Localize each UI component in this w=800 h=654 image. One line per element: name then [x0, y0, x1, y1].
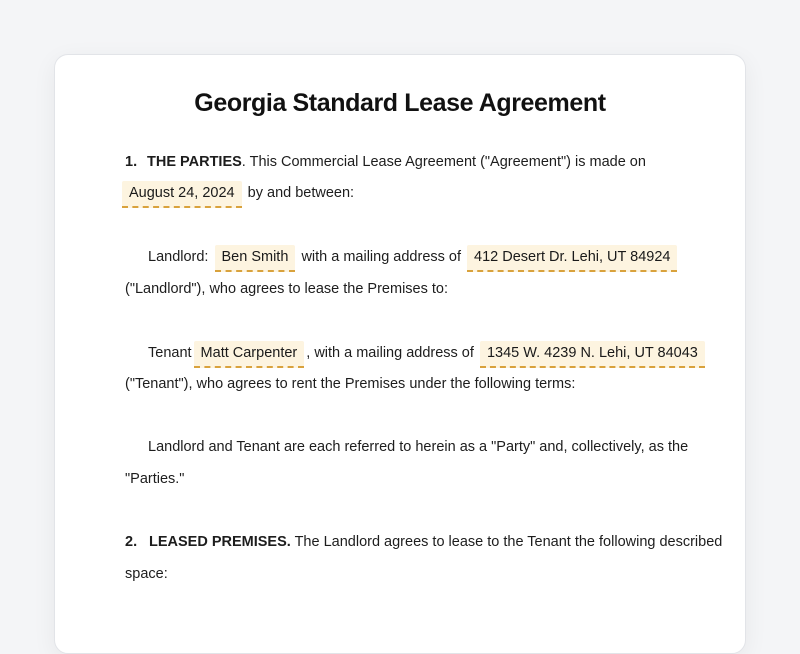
tenant-label: Tenant: [148, 345, 192, 361]
document-title: Georgia Standard Lease Agreement: [194, 89, 606, 117]
landlord-address-field[interactable]: 412 Desert Dr. Lehi, UT 84924: [467, 245, 677, 272]
tenant-line: [148, 341, 707, 368]
date-field[interactable]: August 24, 2024: [122, 181, 242, 208]
tenant-mid-text: , with a mailing address of: [306, 345, 474, 361]
section2-line2: space:: [125, 566, 168, 582]
document-page: [54, 54, 746, 654]
landlord-tail-line: ("Landlord"), who agrees to lease the Premises to:: [125, 281, 449, 297]
tenant-name-field[interactable]: Matt Carpenter: [194, 341, 305, 368]
section2-heading: LEASED PREMISES.: [149, 534, 291, 550]
section2-line1: [125, 532, 722, 552]
landlord-line: [148, 245, 679, 272]
section2-text: The Landlord agrees to lease to the Tenant the following described: [290, 534, 723, 550]
landlord-mid-text: with a mailing address of: [301, 249, 462, 265]
tenant-tail-line: ("Tenant"), who agrees to rent the Premises under the following terms:: [125, 376, 576, 392]
landlord-label: Landlord:: [148, 249, 209, 265]
section1-line2: [120, 181, 354, 208]
parties-line2: "Parties.": [125, 471, 185, 487]
parties-line1: Landlord and Tenant are each referred to herein as a "Party" and, collectively, as the: [148, 439, 689, 455]
landlord-name-field[interactable]: Ben Smith: [215, 245, 296, 272]
tenant-address-field[interactable]: 1345 W. 4239 N. Lehi, UT 84043: [480, 341, 705, 368]
section2-number: 2.: [125, 534, 138, 550]
section1-intro: . This Commercial Lease Agreement ("Agreement") is made on: [241, 154, 646, 170]
section1-number: 1.: [125, 154, 138, 170]
section1-heading: THE PARTIES: [147, 154, 242, 170]
section1-line1: [125, 152, 646, 172]
after-date-text: by and between:: [247, 185, 355, 201]
